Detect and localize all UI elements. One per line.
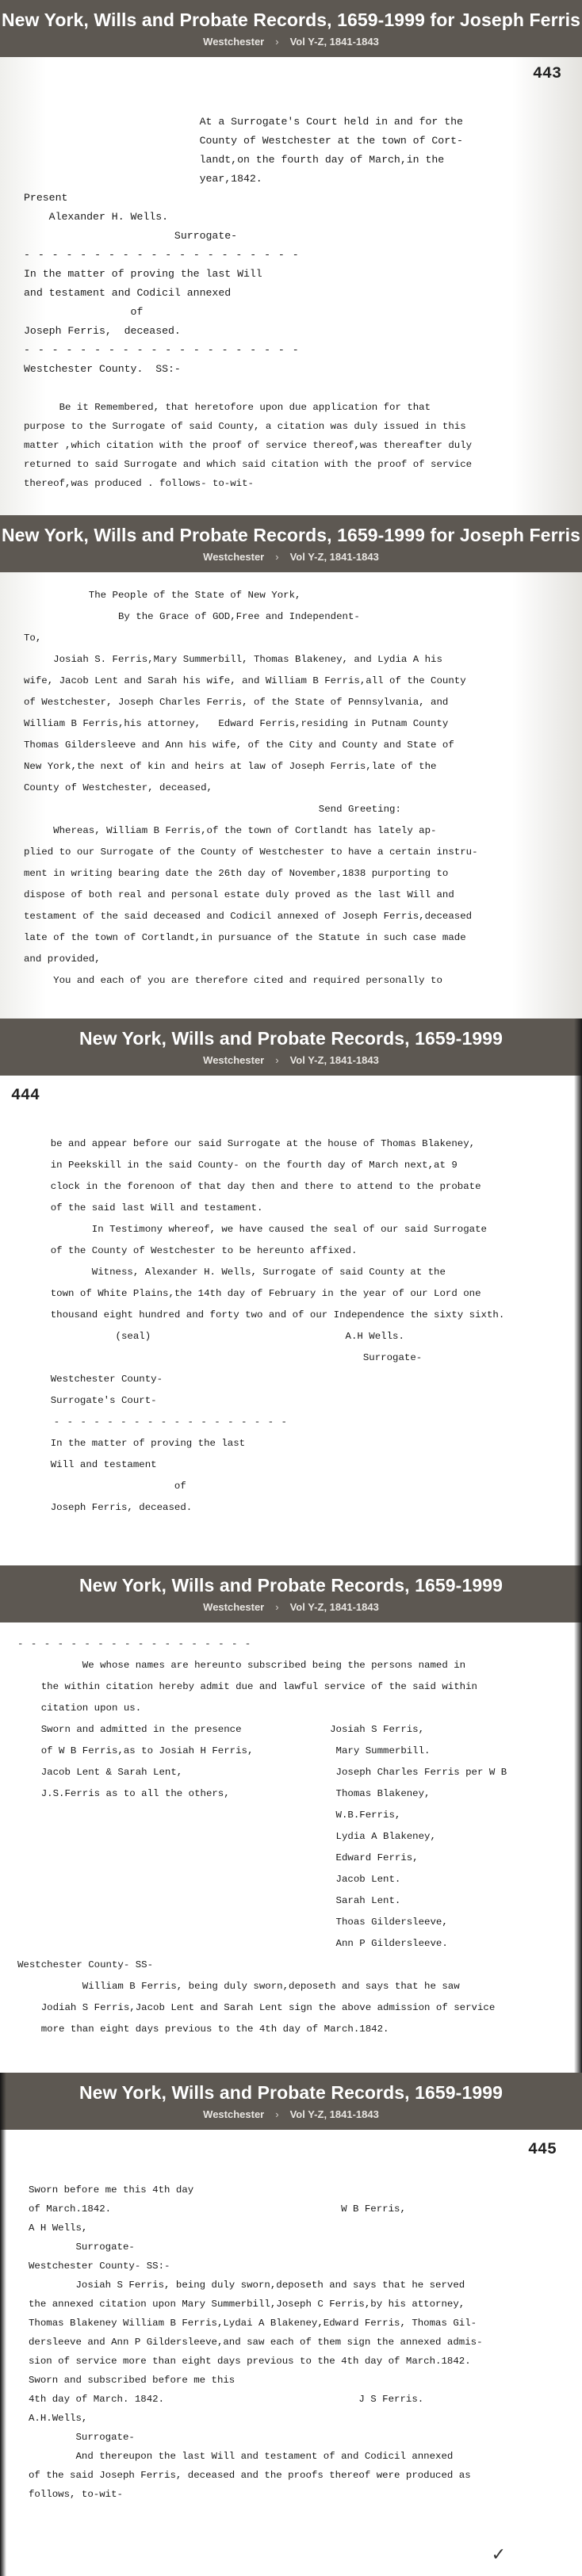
record-breadcrumb [203,551,379,563]
breadcrumb-county[interactable]: Westchester [203,36,265,48]
document-page [0,1076,582,1565]
text-line: (seal) A.H Wells. [27,1331,404,1342]
text-line: William B Ferris, being duly sworn,deposeth and says that he saw [17,1981,460,1992]
text-line: Surrogate- [27,1352,423,1363]
text-line: and testament and Codicil annexed [24,287,232,299]
text-line: Surrogate- [24,230,238,242]
text-line: W.B.Ferris, [17,1810,401,1821]
text-line: Sworn before me this 4th day [29,2184,194,2196]
breadcrumb-county[interactable]: Westchester [203,1601,265,1613]
page-number: 445 [527,2141,557,2159]
text-line: of W B Ferris,as to Josiah H Ferris, Mary Summerbill. [17,1745,431,1756]
text-line: testament of the said deceased and Codicil annexed of Joseph Ferris,deceased [24,911,473,922]
text-line: of the said last Will and testament. [27,1202,263,1213]
text-line: of March.1842. W B Ferris, [29,2203,406,2215]
record-title: New York, Wills and Probate Records, 1659-1999 [78,2082,504,2103]
text-line: Send Greeting: [24,804,401,815]
divider-line: - - - - - - - - - - - - - - - - - - [27,1416,288,1428]
document-page [0,572,582,1019]
text-line: You and each of you are therefore cited and required personally to [24,975,442,986]
text-line: citation upon us. [17,1703,142,1714]
chevron-right-icon: › [275,551,279,563]
text-line: William B Ferris,his attorney, Edward Ferris,residing in Putnam County [24,718,449,729]
text-line: Westchester County- SS- [17,1959,154,1970]
text-line: In Testimony whereof, we have caused the seal of our said Surrogate [27,1224,487,1235]
text-line: Westchester County. SS:- [24,363,181,375]
text-line: follows, to-wit- [29,2489,123,2500]
divider-line: - - - - - - - - - - - - - - - - - - [17,1638,252,1649]
text-line: Alexander H. Wells. [24,211,169,223]
text-line: year,1842. [24,173,262,185]
text-line: be and appear before our said Surrogate at the house of Thomas Blakeney, [27,1138,476,1149]
text-line: Thomas Gildersleeve and Ann his wife, of the City and County and State of [24,740,454,751]
record-banner [0,515,582,572]
text-line: In the matter of proving the last [27,1438,246,1449]
text-line: dispose of both real and personal estate duly proved as the last Will and [24,889,454,900]
record-banner [0,0,582,57]
text-line: In the matter of proving the last Will [24,268,262,280]
record-title: New York, Wills and Probate Records, 1659-1999 [78,1028,504,1049]
text-line: Whereas, William B Ferris,of the town of Cortlandt has lately ap- [24,825,437,836]
divider-line: - - - - - - - - - - - - - - - - - - - - [24,249,300,261]
text-line: Thoas Gildersleeve, [17,1917,448,1928]
breadcrumb-volume[interactable]: Vol Y-Z, 1841-1843 [289,551,379,563]
record-banner [0,1019,582,1076]
text-line: By the Grace of GOD,Free and Independent- [24,611,360,622]
breadcrumb-volume[interactable]: Vol Y-Z, 1841-1843 [289,1054,379,1066]
text-line: The People of the State of New York, [24,590,301,601]
page-number: 444 [11,1087,40,1105]
document-text [17,1634,561,2040]
text-line: town of White Plains,the 14th day of February in the year of our Lord one [27,1288,481,1299]
text-line: Jacob Lent & Sarah Lent, Joseph Charles Ferris per W B [17,1767,507,1778]
chevron-right-icon: › [275,36,279,48]
record-panel-3 [0,1019,582,1565]
record-breadcrumb [203,1054,379,1066]
text-line: in Peekskill in the said County- on the fourth day of March next,at 9 [27,1160,458,1171]
text-line: of the County of Westchester to be hereunto affixed. [27,1245,358,1256]
text-line: Lydia A Blakeney, [17,1831,436,1842]
breadcrumb-volume[interactable]: Vol Y-Z, 1841-1843 [289,1601,379,1613]
document-page [0,1622,582,2073]
document-page [0,2130,582,2576]
text-line: Be it Remembered, that heretofore upon due application for that [24,402,431,413]
text-line: clock in the forenoon of that day then and there to attend to the probate [27,1181,481,1192]
text-line: landt,on the fourth day of March,in the [24,154,445,166]
text-line: Jacob Lent. [17,1874,401,1885]
text-line: the within citation hereby admit due and lawful service of the said within [17,1681,477,1692]
text-line: wife, Jacob Lent and Sarah his wife, and William B Ferris,all of the County [24,675,466,686]
text-line: Sworn and admitted in the presence Josiah S Ferris, [17,1724,425,1735]
text-line: of the said Joseph Ferris, deceased and the proofs thereof were produced as [29,2470,471,2481]
record-breadcrumb [203,2108,379,2120]
document-text [29,2147,561,2504]
text-line: At a Surrogate's Court held in and for the [24,116,463,128]
text-line [27,1112,561,1133]
record-title: New York, Wills and Probate Records, 1659-1999 for Joseph Ferris [1,10,581,30]
chevron-right-icon: › [275,1054,279,1066]
text-line: 4th day of March. 1842. J S Ferris. [29,2394,424,2405]
text-line: Surrogate- [29,2242,135,2253]
text-line [29,2161,561,2180]
chevron-right-icon: › [275,2108,279,2120]
breadcrumb-volume[interactable]: Vol Y-Z, 1841-1843 [289,2108,379,2120]
text-line: Jodiah S Ferris,Jacob Lent and Sarah Lent sign the above admission of service [17,2002,496,2013]
text-line: dersleeve and Ann P Gildersleeve,and saw each of them sign the annexed admis- [29,2337,483,2348]
text-line: Sworn and subscribed before me this [29,2375,235,2386]
divider-line: - - - - - - - - - - - - - - - - - - - - [24,344,300,356]
text-line: New York,the next of kin and heirs at law of Joseph Ferris,late of the [24,761,437,772]
text-line: Will and testament [27,1459,157,1470]
text-line: And thereupon the last Will and testament of and Codicil annexed [29,2451,454,2462]
text-line: County of Westchester, deceased, [24,782,213,793]
page-number: 443 [532,65,561,83]
breadcrumb-volume[interactable]: Vol Y-Z, 1841-1843 [289,36,379,48]
text-line: more than eight days previous to the 4th day of March.1842. [17,2024,389,2035]
text-line: and provided, [24,954,101,965]
record-breadcrumb [203,1601,379,1613]
record-banner [0,1565,582,1622]
text-line: Ann P Gildersleeve. [17,1938,448,1949]
text-line: Westchester County- [27,1374,163,1385]
text-line: thousand eight hundred and forty two and of our Independence the sixty sixth. [27,1309,505,1320]
text-line: Thomas Blakeney William B Ferris,Lydai A Blakeney,Edward Ferris, Thomas Gil- [29,2318,477,2329]
document-text [27,1098,561,1519]
text-line: purpose to the Surrogate of said County, a citation was duly issued in this [24,421,466,432]
text-line: late of the town of Cortlandt,in pursuance of the Statute in such case made [24,932,466,943]
text-line: returned to said Surrogate and which said citation with the proof of service [24,459,473,470]
text-line: Josiah S Ferris, being duly sworn,deposeth and says that he served [29,2280,465,2291]
record-breadcrumb [203,36,379,48]
text-line: A H Wells, [29,2222,88,2234]
record-title: New York, Wills and Probate Records, 1659-1999 for Joseph Ferris [1,525,581,545]
text-line: plied to our Surrogate of the County of Westchester to have a certain instru- [24,847,478,858]
record-panel-4 [0,1565,582,2073]
text-line: J.S.Ferris as to all the others, Thomas Blakeney, [17,1788,431,1799]
text-line: County of Westchester at the town of Cort- [24,135,463,147]
text-line: To, [24,633,42,644]
text-line: Josiah S. Ferris,Mary Summerbill, Thomas Blakeney, and Lydia A his [24,654,442,665]
breadcrumb-county[interactable]: Westchester [203,551,265,563]
text-line: of [27,1481,186,1492]
checkmark-icon: ✓ [491,2545,506,2565]
breadcrumb-county[interactable]: Westchester [203,2108,265,2120]
record-title: New York, Wills and Probate Records, 1659-1999 [78,1575,504,1596]
record-panel-5 [0,2073,582,2576]
text-line: Westchester County- SS:- [29,2261,170,2272]
text-line: thereof,was produced . follows- to-wit- [24,478,254,489]
document-page [0,57,582,515]
text-line: Present [24,192,68,204]
text-line: ment in writing bearing date the 26th day of November,1838 purporting to [24,868,449,879]
text-line: the annexed citation upon Mary Summerbill,Joseph C Ferris,by his attorney, [29,2299,465,2310]
document-text [24,585,561,992]
chevron-right-icon: › [275,1601,279,1613]
text-line: Joseph Ferris, deceased. [24,325,181,337]
breadcrumb-county[interactable]: Westchester [203,1054,265,1066]
text-line: We whose names are hereunto subscribed being the persons named in [17,1660,466,1671]
text-line: matter ,which citation with the proof of service thereof,was thereafter duly [24,440,473,451]
document-text [24,68,561,493]
text-line: sion of service more than eight days previous to the 4th day of March.1842. [29,2356,471,2367]
text-line: Surrogate- [29,2432,135,2443]
record-banner [0,2073,582,2130]
text-line: Joseph Ferris, deceased. [27,1502,193,1513]
text-line: Surrogate's Court- [27,1395,157,1406]
text-line: Edward Ferris, [17,1852,419,1863]
text-line [24,379,561,398]
text-line: of [24,306,144,318]
text-line: of Westchester, Joseph Charles Ferris, of the State of Pennsylvania, and [24,697,449,708]
text-line: A.H.Wells, [29,2413,88,2424]
text-line: Sarah Lent. [17,1895,401,1906]
text-line: Witness, Alexander H. Wells, Surrogate of said County at the [27,1267,446,1278]
record-panel-2 [0,515,582,1019]
record-panel-1 [0,0,582,515]
